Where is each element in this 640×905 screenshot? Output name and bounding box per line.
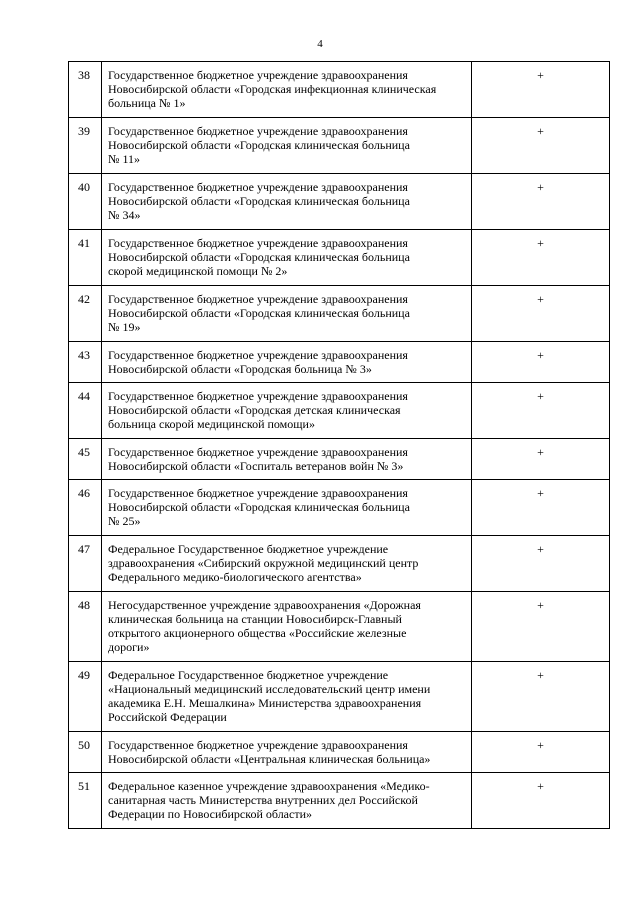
table-row: [69, 383, 610, 439]
row-number: 40: [69, 174, 102, 230]
institution-name-line: Новосибирской области «Центральная клиническая больница»: [108, 752, 431, 766]
row-number: 39: [69, 118, 102, 174]
institution-name-line: Государственное бюджетное учреждение здравоохранения: [108, 180, 408, 194]
institution-name: [102, 383, 472, 439]
institution-name: [102, 480, 472, 536]
institution-name-line: Новосибирской области «Городская клиническая больница: [108, 306, 410, 320]
institution-name-line: Федеральное Государственное бюджетное учреждение: [108, 542, 389, 556]
row-number: 42: [69, 286, 102, 342]
table-row: [69, 773, 610, 829]
institution-name-line: Новосибирской области «Городская детская клиническая: [108, 403, 401, 417]
institution-name-line: Федеральное Государственное бюджетное учреждение: [108, 668, 389, 682]
row-number: 47: [69, 536, 102, 592]
institution-name-line: здравоохранения «Сибирский окружной медицинский центр: [108, 556, 419, 570]
institution-name: [102, 439, 472, 480]
institution-name-line: № 11»: [108, 152, 141, 166]
participation-mark: +: [472, 662, 610, 732]
institution-name-line: № 19»: [108, 320, 141, 334]
institution-name-line: «Национальный медицинский исследовательский центр имени: [108, 682, 431, 696]
table-row: [69, 480, 610, 536]
institution-name-line: Государственное бюджетное учреждение здравоохранения: [108, 348, 408, 362]
institution-name-line: Государственное бюджетное учреждение здравоохранения: [108, 292, 408, 306]
row-number: 43: [69, 342, 102, 383]
participation-mark: +: [472, 174, 610, 230]
institution-name-line: Новосибирской области «Городская больница № 3»: [108, 362, 372, 376]
table-row: [69, 342, 610, 383]
participation-mark: +: [472, 592, 610, 662]
institution-name-line: Российской Федерации: [108, 710, 227, 724]
institution-name-line: Новосибирской области «Городская клиническая больница: [108, 138, 410, 152]
institution-name-line: Государственное бюджетное учреждение здравоохранения: [108, 68, 408, 82]
institution-name: [102, 732, 472, 773]
table-row: [69, 62, 610, 118]
row-number: 49: [69, 662, 102, 732]
institution-name-line: Государственное бюджетное учреждение здравоохранения: [108, 486, 408, 500]
institution-name-line: Федерального медико-биологического агентства»: [108, 570, 362, 584]
row-number: 51: [69, 773, 102, 829]
institution-name: [102, 342, 472, 383]
row-number: 48: [69, 592, 102, 662]
institution-name: [102, 662, 472, 732]
table-row: [69, 286, 610, 342]
participation-mark: +: [472, 536, 610, 592]
institution-name-line: Негосударственное учреждение здравоохранения «Дорожная: [108, 598, 421, 612]
institution-name-line: академика Е.Н. Мешалкина» Министерства здравоохранения: [108, 696, 422, 710]
institution-name: [102, 174, 472, 230]
institution-name-line: дороги»: [108, 640, 150, 654]
participation-mark: +: [472, 773, 610, 829]
institution-name-line: Государственное бюджетное учреждение здравоохранения: [108, 236, 408, 250]
institution-name-line: больница скорой медицинской помощи»: [108, 417, 315, 431]
institution-name-line: Федеральное казенное учреждение здравоохранения «Медико-: [108, 779, 430, 793]
row-number: 38: [69, 62, 102, 118]
row-number: 46: [69, 480, 102, 536]
table-row: [69, 118, 610, 174]
institution-name-line: больница № 1»: [108, 96, 186, 110]
institution-name-line: клиническая больница на станции Новосибирск-Главный: [108, 612, 402, 626]
institution-name-line: Новосибирской области «Городская инфекционная клиническая: [108, 82, 437, 96]
page-number: 4: [317, 38, 323, 50]
institution-name: [102, 230, 472, 286]
institution-name: [102, 773, 472, 829]
institution-name-line: Новосибирской области «Городская клиническая больница: [108, 194, 410, 208]
participation-mark: +: [472, 118, 610, 174]
institution-name: [102, 62, 472, 118]
participation-mark: +: [472, 439, 610, 480]
table-body: [69, 62, 610, 829]
participation-mark: +: [472, 383, 610, 439]
institution-name-line: № 34»: [108, 208, 141, 222]
institution-name-line: Новосибирской области «Госпиталь ветеранов войн № 3»: [108, 459, 404, 473]
table-row: [69, 732, 610, 773]
row-number: 50: [69, 732, 102, 773]
participation-mark: +: [472, 732, 610, 773]
row-number: 45: [69, 439, 102, 480]
institution-name: [102, 536, 472, 592]
participation-mark: +: [472, 230, 610, 286]
participation-mark: +: [472, 62, 610, 118]
table-row: [69, 536, 610, 592]
institution-name-line: открытого акционерного общества «Российские железные: [108, 626, 407, 640]
institution-name-line: Новосибирской области «Городская клиническая больница: [108, 250, 410, 264]
institution-name-line: № 25»: [108, 514, 141, 528]
row-number: 44: [69, 383, 102, 439]
table-row: [69, 592, 610, 662]
institution-name-line: Государственное бюджетное учреждение здравоохранения: [108, 445, 408, 459]
participation-mark: +: [472, 480, 610, 536]
institutions-table: [68, 61, 610, 829]
table-row: [69, 174, 610, 230]
table-row: [69, 439, 610, 480]
institution-name-line: Федерации по Новосибирской области»: [108, 807, 312, 821]
institution-name: [102, 286, 472, 342]
row-number: 41: [69, 230, 102, 286]
institution-name-line: Государственное бюджетное учреждение здравоохранения: [108, 124, 408, 138]
institution-name-line: скорой медицинской помощи № 2»: [108, 264, 288, 278]
institution-name: [102, 118, 472, 174]
participation-mark: +: [472, 286, 610, 342]
table-row: [69, 230, 610, 286]
table-row: [69, 662, 610, 732]
institution-name-line: Новосибирской области «Городская клиническая больница: [108, 500, 410, 514]
institution-name-line: Государственное бюджетное учреждение здравоохранения: [108, 738, 408, 752]
institution-name: [102, 592, 472, 662]
institution-name-line: санитарная часть Министерства внутренних дел Российской: [108, 793, 418, 807]
participation-mark: +: [472, 342, 610, 383]
institution-name-line: Государственное бюджетное учреждение здравоохранения: [108, 389, 408, 403]
